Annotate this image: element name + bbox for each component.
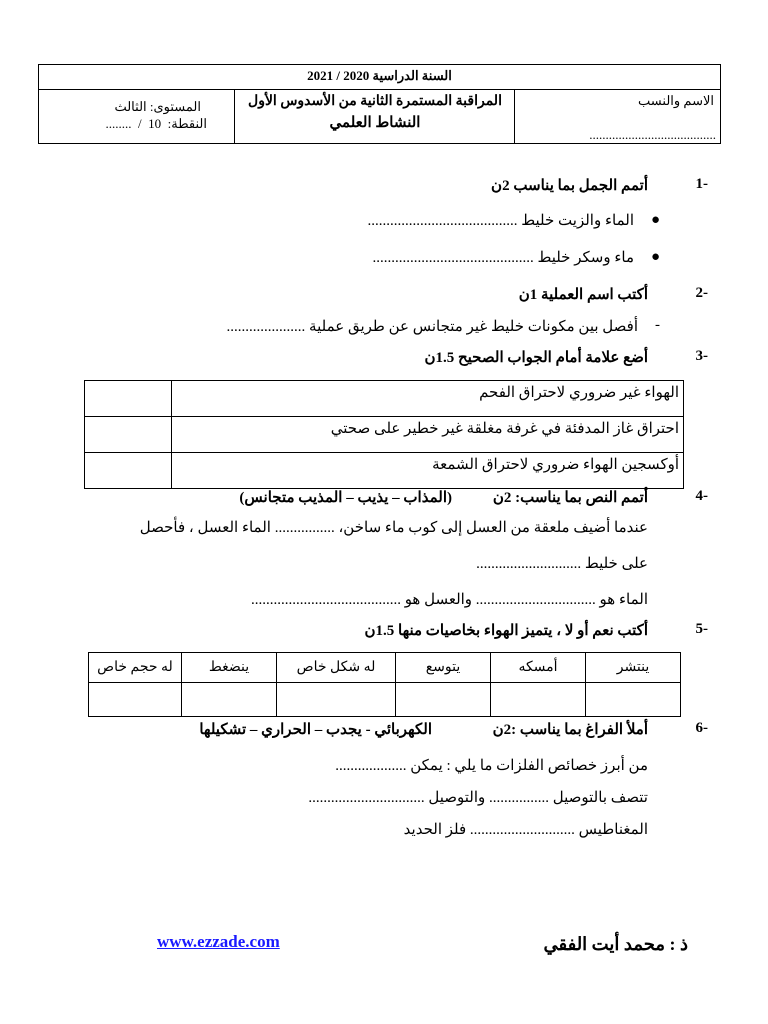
q5-number: -5 [695, 621, 708, 637]
table-row [89, 683, 681, 717]
statement-cell: الهواء غير ضروري لاحتراق الفحم [172, 381, 684, 417]
header-cell: له شكل خاص [277, 653, 396, 683]
q5-title: أكتب نعم أو لا ، يتميز الهواء بخاصيات منها 1.5ن [364, 623, 648, 639]
q6-word-bank: الكهربائي - يجدب – الحراري – تشكيلها [199, 722, 432, 738]
q6-title: أملأ الفراغ بما يناسب :2ن [492, 722, 648, 738]
q6-line-2: تتصف بالتوصيل ................ والتوصيل ............................... [308, 790, 648, 806]
q1-item-2: ماء وسكر خليط ........................................... [372, 250, 634, 266]
q5-table [88, 652, 681, 717]
grade-label: النقطة: 10 / ........ [105, 116, 207, 131]
answer-cell[interactable] [586, 683, 681, 717]
q2-number: -2 [695, 285, 708, 301]
header-cell: ينضغط [182, 653, 277, 683]
q1-item-1: الماء والزيت خليط ........................................ [367, 213, 634, 229]
answer-cell[interactable] [89, 683, 182, 717]
q4-line-2: على خليط ............................ [476, 556, 648, 572]
answer-cell[interactable] [396, 683, 491, 717]
level-label: المستوى: الثالث [114, 99, 201, 114]
q6-number: -6 [695, 720, 708, 736]
q3-number: -3 [695, 348, 708, 364]
header-cell: أمسكه [491, 653, 586, 683]
q4-line-1: عندما أضيف ملعقة من العسل إلى كوب ماء ساخن، ................ الماء العسل ، فأحصل [139, 520, 648, 536]
answer-cell[interactable] [85, 453, 172, 489]
q4-title: أتمم النص بما يناسب: 2ن [492, 490, 648, 506]
header-cell: يتوسع [396, 653, 491, 683]
table-row [85, 381, 684, 417]
answer-cell[interactable] [491, 683, 586, 717]
bullet-icon: ● [650, 212, 660, 228]
name-field[interactable]: ....................................... [589, 127, 716, 142]
website-link[interactable]: www.ezzade.com [157, 932, 280, 951]
q3-table [84, 380, 684, 489]
table-row [85, 453, 684, 489]
dash-icon: - [655, 317, 660, 333]
header-box [38, 64, 721, 144]
statement-cell: أوكسجين الهواء ضروري لاحتراق الشمعة [172, 453, 684, 489]
answer-cell[interactable] [85, 417, 172, 453]
q4-number: -4 [695, 488, 708, 504]
statement-cell: احتراق غاز المدفئة في غرفة مغلقة غير خطير على صحتي [172, 417, 684, 453]
student-name-cell [514, 89, 720, 143]
bullet-icon: ● [650, 249, 660, 265]
answer-cell[interactable] [182, 683, 277, 717]
exam-title: المراقبة المستمرة الثانية من الأسدوس الأول [248, 94, 502, 109]
table-row [89, 653, 681, 683]
q2-item: أفصل بين مكونات خليط غير متجانس عن طريق عملية ..................... [226, 319, 638, 335]
header-cell: ينتشر [586, 653, 681, 683]
q3-title: أضع علامة أمام الجواب الصحيح 1.5ن [424, 350, 648, 366]
answer-cell[interactable] [277, 683, 396, 717]
table-row [85, 417, 684, 453]
q4-line-3: الماء هو ................................ والعسل هو ........................................ [250, 592, 648, 608]
q4-word-bank: (المذاب – يذيب – المذيب متجانس) [239, 490, 452, 506]
header-cell: له حجم خاص [89, 653, 182, 683]
school-year: السنة الدراسية 2020 / 2021 [39, 65, 720, 90]
level-grade-cell [39, 89, 235, 143]
q2-title: أكتب اسم العملية 1ن [518, 287, 648, 303]
exam-title-cell [234, 89, 515, 143]
q1-number: -1 [695, 176, 708, 192]
q1-title: أتمم الجمل بما يناسب 2ن [491, 178, 648, 194]
subject-title: النشاط العلمي [329, 115, 421, 131]
name-label: الاسم والنسب [638, 93, 714, 108]
teacher-name: ذ : محمد أيت الفقي [543, 934, 688, 954]
q6-line-1: من أبرز خصائص الفلزات ما يلي : يمكن ................... [335, 758, 648, 774]
answer-cell[interactable] [85, 381, 172, 417]
q6-line-3: المغناطيس ............................ فلز الحديد [403, 822, 648, 838]
